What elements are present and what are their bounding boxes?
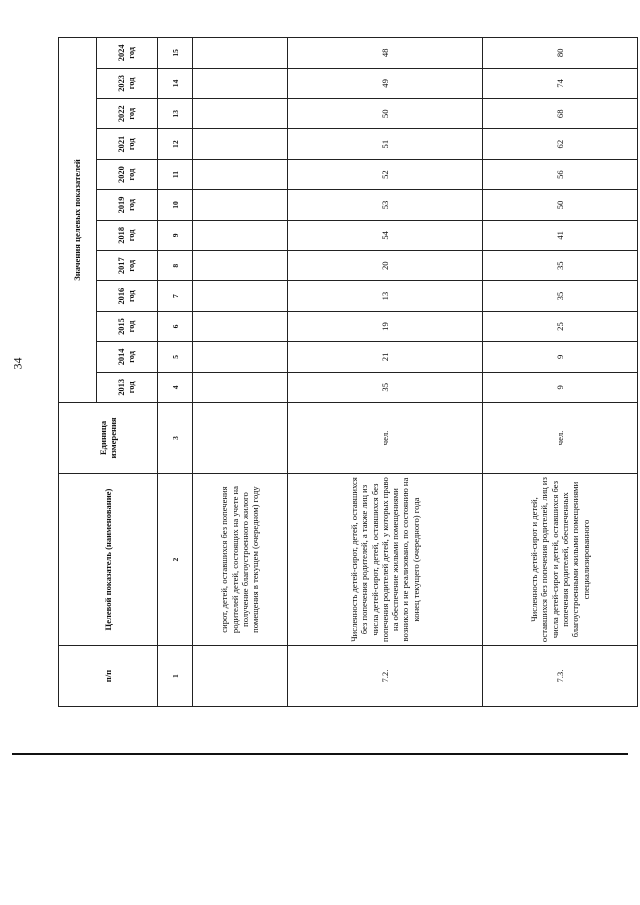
row-value: 35 bbox=[288, 372, 483, 402]
row-value: 25 bbox=[483, 311, 638, 341]
row-value bbox=[193, 281, 288, 311]
column-index: 10 bbox=[158, 190, 193, 220]
row-unit bbox=[193, 402, 288, 473]
header-year: 2017 год bbox=[96, 251, 158, 281]
header-year: 2016 год bbox=[96, 281, 158, 311]
header-year: 2014 год bbox=[96, 342, 158, 372]
row-value: 74 bbox=[483, 68, 638, 98]
row-value bbox=[193, 159, 288, 189]
target-indicators-table bbox=[58, 37, 638, 707]
header-year: 2022 год bbox=[96, 99, 158, 129]
rotated-table-area bbox=[58, 37, 640, 683]
header-year: 2013 год bbox=[96, 372, 158, 402]
row-value bbox=[193, 251, 288, 281]
row-value: 21 bbox=[288, 342, 483, 372]
column-index: 4 bbox=[158, 372, 193, 402]
table-row bbox=[288, 38, 483, 707]
header-year: 2018 год bbox=[96, 220, 158, 250]
header-year: 2019 год bbox=[96, 190, 158, 220]
row-value bbox=[193, 372, 288, 402]
column-index: 5 bbox=[158, 342, 193, 372]
row-value: 49 bbox=[288, 68, 483, 98]
row-value bbox=[193, 129, 288, 159]
row-value: 35 bbox=[483, 281, 638, 311]
row-value: 62 bbox=[483, 129, 638, 159]
row-name: Численность детей-сирот и детей, оставшихся без попечения родителей, лиц из числа детей-сирот и детей, оставшихся без попечения родителей, обеспеченных благоустроенными жилыми помещениями специализированного bbox=[483, 473, 638, 645]
row-value: 53 bbox=[288, 190, 483, 220]
row-value bbox=[193, 38, 288, 69]
row-value: 56 bbox=[483, 159, 638, 189]
row-value: 52 bbox=[288, 159, 483, 189]
row-value: 41 bbox=[483, 220, 638, 250]
row-value: 20 bbox=[288, 251, 483, 281]
header-year: 2023 год bbox=[96, 68, 158, 98]
row-value bbox=[193, 99, 288, 129]
row-num: 7.2. bbox=[288, 646, 483, 707]
header-num: п/п bbox=[59, 646, 158, 707]
row-value: 13 bbox=[288, 281, 483, 311]
header-year: 2021 год bbox=[96, 129, 158, 159]
row-value: 80 bbox=[483, 38, 638, 69]
row-num: 7.3. bbox=[483, 646, 638, 707]
column-index: 14 bbox=[158, 68, 193, 98]
row-value bbox=[193, 220, 288, 250]
column-index: 9 bbox=[158, 220, 193, 250]
header-values-group: Значения целевых показателей bbox=[59, 38, 97, 403]
table-row bbox=[483, 38, 638, 707]
column-index: 13 bbox=[158, 99, 193, 129]
rotated-content bbox=[58, 37, 638, 707]
row-value: 35 bbox=[483, 251, 638, 281]
row-value: 54 bbox=[288, 220, 483, 250]
column-index: 1 bbox=[158, 646, 193, 707]
header-name: Целевой показатель (наименование) bbox=[59, 473, 158, 645]
row-value: 68 bbox=[483, 99, 638, 129]
header-year: 2015 год bbox=[96, 311, 158, 341]
page-divider bbox=[12, 753, 628, 755]
header-year: 2024 год bbox=[96, 38, 158, 69]
column-index: 11 bbox=[158, 159, 193, 189]
column-index: 7 bbox=[158, 281, 193, 311]
row-value: 50 bbox=[483, 190, 638, 220]
row-value: 48 bbox=[288, 38, 483, 69]
row-value: 9 bbox=[483, 342, 638, 372]
column-index: 8 bbox=[158, 251, 193, 281]
column-index: 15 bbox=[158, 38, 193, 69]
row-value bbox=[193, 342, 288, 372]
row-num bbox=[193, 646, 288, 707]
row-value bbox=[193, 311, 288, 341]
column-index: 2 bbox=[158, 473, 193, 645]
row-value bbox=[193, 190, 288, 220]
column-index: 6 bbox=[158, 311, 193, 341]
row-value: 19 bbox=[288, 311, 483, 341]
column-index: 3 bbox=[158, 402, 193, 473]
column-index-row bbox=[158, 38, 193, 707]
row-value bbox=[193, 68, 288, 98]
table-row bbox=[193, 38, 288, 707]
row-unit: чел. bbox=[288, 402, 483, 473]
header-year: 2020 год bbox=[96, 159, 158, 189]
header-unit: Единица измерения bbox=[59, 402, 158, 473]
column-index: 12 bbox=[158, 129, 193, 159]
row-value: 9 bbox=[483, 372, 638, 402]
row-unit: чел. bbox=[483, 402, 638, 473]
row-value: 51 bbox=[288, 129, 483, 159]
row-value: 50 bbox=[288, 99, 483, 129]
page-number: 34 bbox=[10, 357, 25, 370]
row-name: сирот, детей, оставшихся без попечения родителей детей, состоящих на учете на получение благоустроенного жилого помещения в текущем (очередном) году bbox=[193, 473, 288, 645]
header-row-1 bbox=[59, 38, 97, 707]
row-name: Численность детей-сирот, детей, оставшихся без попечения родителей, а также лиц из числа детей-сирот, детей, оставшихся без попечения родителей детей, у которых право на обеспечение жилыми помещениями возникло и не реализовано, по состоянию на конец текущего (очередного) года bbox=[288, 473, 483, 645]
